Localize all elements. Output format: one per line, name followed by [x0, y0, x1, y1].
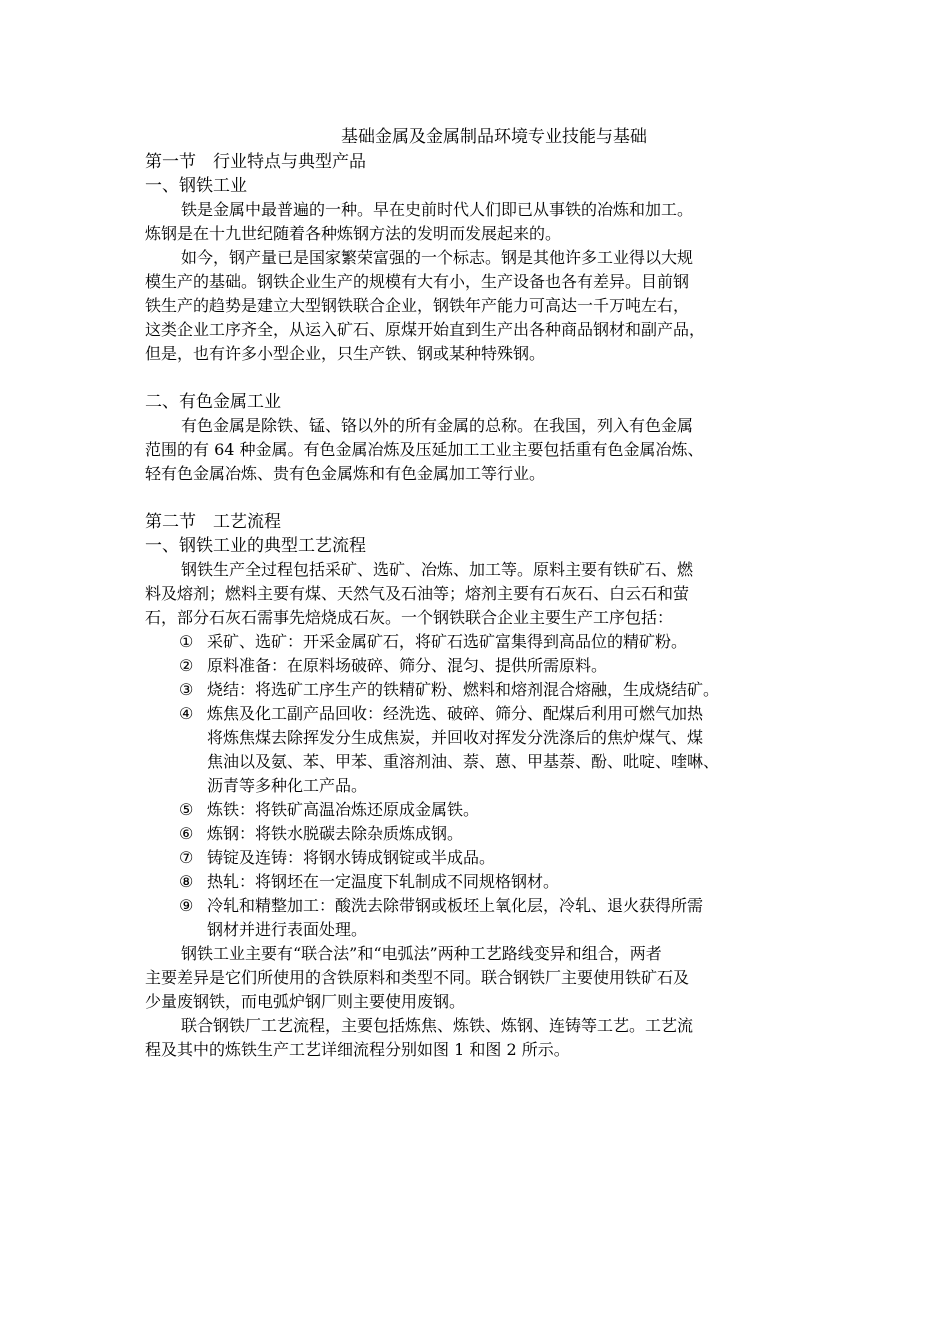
spacer — [145, 486, 825, 510]
paragraph-steel-intro — [145, 198, 825, 246]
text-line: 联合钢铁厂工艺流程，主要包括炼焦、炼铁、炼钢、连铸等工艺。工艺流 — [181, 1016, 694, 1035]
text-line: 范围的有 64 种金属。有色金属冶炼及压延加工工业主要包括重有色金属冶炼、 — [145, 440, 704, 459]
text-line: 焦油以及氨、苯、甲苯、重溶剂油、萘、蒽、甲基萘、酚、吡啶、喹啉、 — [207, 752, 720, 771]
text-line: 钢铁工业主要有“联合法”和“电弧法”两种工艺路线变异和组合，两者 — [181, 944, 662, 963]
step-text — [207, 630, 825, 654]
step-number: ① — [179, 632, 194, 651]
paragraph-nonferrous — [145, 414, 825, 486]
section-1-heading: 第一节 行业特点与典型产品 — [145, 152, 366, 172]
step-text — [207, 870, 825, 894]
list-item — [179, 678, 825, 702]
step-text — [207, 822, 825, 846]
text-line: 钢铁生产全过程包括采矿、选矿、冶炼、加工等。原料主要有铁矿石、燃 — [181, 560, 694, 579]
text-line: 料及熔剂；燃料主要有煤、天然气及石油等；熔剂主要有石灰石、白云石和萤 — [145, 584, 690, 603]
list-item — [179, 654, 825, 678]
text-line: 铁生产的趋势是建立大型钢铁联合企业，钢铁年产能力可高达一千万吨左右， — [145, 296, 690, 315]
step-number: ④ — [179, 704, 194, 723]
step-number: ⑦ — [179, 848, 194, 867]
text-line: 这类企业工序齐全，从运入矿石、原煤开始直到生产出各种商品钢材和副产品， — [145, 320, 706, 339]
text-line: 炼焦及化工副产品回收：经洗选、破碎、筛分、配煤后利用可燃气加热 — [207, 704, 704, 723]
step-text — [207, 654, 825, 678]
text-line: 但是，也有许多小型企业，只生产铁、钢或某种特殊钢。 — [145, 344, 546, 363]
text-line: 热轧：将钢坯在一定温度下轧制成不同规格钢材。 — [207, 872, 560, 891]
paragraph-process-overview — [145, 558, 825, 630]
process-steps-list — [145, 630, 825, 942]
list-item — [179, 822, 825, 846]
list-item — [179, 798, 825, 822]
list-item — [179, 870, 825, 894]
paragraph-process-routes — [145, 942, 825, 1014]
text-line: 沥青等多种化工产品。 — [207, 776, 368, 795]
text-line: 炼钢是在十九世纪随着各种炼钢方法的发明而发展起来的。 — [145, 224, 562, 243]
text-line: 烧结：将选矿工序生产的铁精矿粉、燃料和熔剂混合熔融，生成烧结矿。 — [207, 680, 720, 699]
text-line: 少量废钢铁，而电弧炉钢厂则主要使用废钢。 — [145, 992, 466, 1011]
text-line: 原料准备：在原料场破碎、筛分、混匀、提供所需原料。 — [207, 656, 608, 675]
text-line: 主要差异是它们所使用的含铁原料和类型不同。联合钢铁厂主要使用铁矿石及 — [145, 968, 690, 987]
text-line: 炼钢：将铁水脱碳去除杂质炼成钢。 — [207, 824, 464, 843]
step-number: ⑧ — [179, 872, 194, 891]
step-text — [207, 894, 825, 942]
text-line: 钢材并进行表面处理。 — [207, 920, 368, 939]
step-text — [207, 798, 825, 822]
text-line: 炼铁：将铁矿高温冶炼还原成金属铁。 — [207, 800, 480, 819]
list-item — [179, 846, 825, 870]
text-line: 如今，钢产量已是国家繁荣富强的一个标志。钢是其他许多工业得以大规 — [181, 248, 694, 267]
text-line: 将炼焦煤去除挥发分生成焦炭，并回收对挥发分洗涤后的焦炉煤气、煤 — [207, 728, 704, 747]
paragraph-integrated-mill — [145, 1014, 825, 1062]
step-text — [207, 678, 825, 702]
list-item — [179, 630, 825, 654]
step-number: ② — [179, 656, 194, 675]
text-line: 铁是金属中最普遍的一种。早在史前时代人们即已从事铁的冶炼和加工。 — [181, 200, 694, 219]
text-line: 采矿、选矿：开采金属矿石，将矿石选矿富集得到高品位的精矿粉。 — [207, 632, 688, 651]
text-line: 冷轧和精整加工：酸洗去除带钢或板坯上氧化层，冷轧、退火获得所需 — [207, 896, 704, 915]
paragraph-steel-scale — [145, 246, 825, 366]
document-title: 基础金属及金属制品环境专业技能与基础 — [341, 127, 647, 147]
subsection-steel-heading: 一、钢铁工业 — [145, 176, 247, 196]
text-line: 有色金属是除铁、锰、铬以外的所有金属的总称。在我国，列入有色金属 — [181, 416, 694, 435]
text-line: 程及其中的炼铁生产工艺详细流程分别如图 1 和图 2 所示。 — [145, 1040, 570, 1059]
text-line: 铸锭及连铸：将钢水铸成钢锭或半成品。 — [207, 848, 496, 867]
text-line: 轻有色金属冶炼、贵有色金属炼和有色金属加工等行业。 — [145, 464, 546, 483]
text-line: 石，部分石灰石需事先焙烧成石灰。一个钢铁联合企业主要生产工序包括： — [145, 608, 674, 627]
subsection-process-heading: 一、钢铁工业的典型工艺流程 — [145, 536, 366, 556]
step-text — [207, 846, 825, 870]
spacer — [145, 366, 825, 390]
step-number: ⑨ — [179, 896, 194, 915]
section-2-heading: 第二节 工艺流程 — [145, 512, 281, 532]
subsection-nonferrous-heading: 二、有色金属工业 — [145, 392, 281, 412]
list-item — [179, 894, 825, 942]
document-body — [145, 124, 825, 1062]
text-line: 模生产的基础。钢铁企业生产的规模有大有小，生产设备也各有差异。目前钢 — [145, 272, 690, 291]
step-text — [207, 702, 825, 798]
list-item — [179, 702, 825, 798]
step-number: ③ — [179, 680, 194, 699]
step-number: ⑥ — [179, 824, 194, 843]
step-number: ⑤ — [179, 800, 194, 819]
